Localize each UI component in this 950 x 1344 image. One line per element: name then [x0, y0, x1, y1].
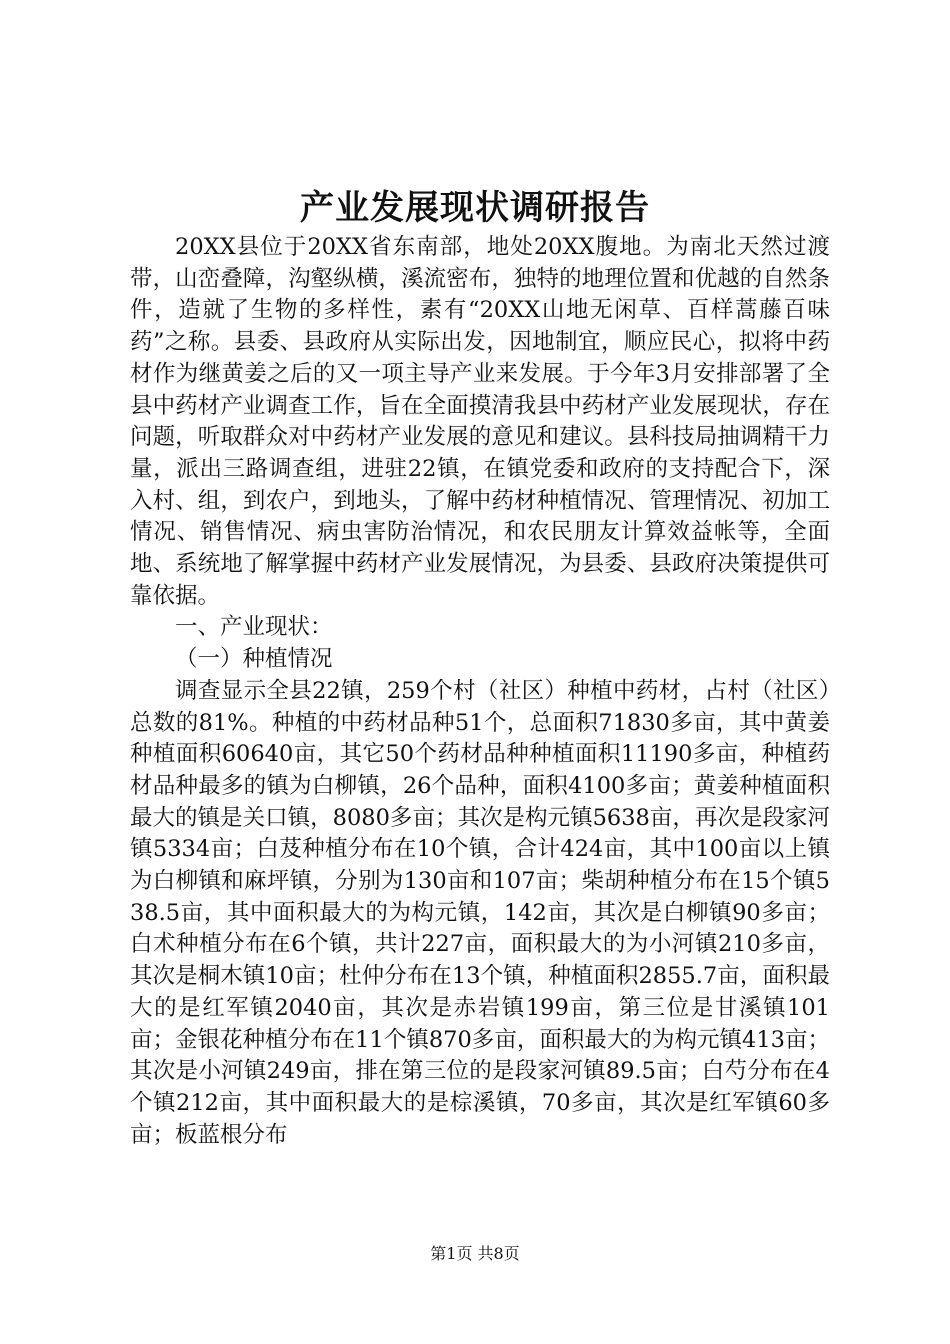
section-heading: 一、产业现状： — [175, 614, 333, 641]
subsection-heading: （一）种植情况 — [175, 646, 333, 673]
planting-paragraph: 调查显示全县22镇，259个村（社区）种植中药材，占村（社区）总数的81%。种植的中药材品种51个，总面积71830多亩，其中黄姜种植面积60640亩，其它50个药材品种种植面积11190多亩，种植药材品种最多的镇为白柳镇，26个品种，面积4100多亩；黄姜种植面积最大的镇是关口镇，8080多亩；其次是构元镇5638亩，再次是段家河镇5334亩；白芨种植分布在10个镇，合计424亩，其中100亩以上镇为白柳镇和麻坪镇，分别为130亩和107亩；柴胡种植分布在15个镇538.5亩，其中面积最大的为构元镇，142亩，其次是白柳镇90多亩；白术种植分布在6个镇，共计227亩，面积最大的为小河镇210多亩，其次是桐木镇10亩；杜仲分布在13个镇，种植面积2855.7亩，面积最大的是红军镇2040亩，其次是赤岩镇199亩，第三位是甘溪镇101亩；金银花种植分布在11个镇870多亩，面积最大的为构元镇413亩；其次是小河镇249亩，排在第三位的是段家河镇89.5亩；白芍分布在4个镇212亩，其中面积最大的是棕溪镇，70多亩，其次是红军镇60多亩；板蓝根分布 — [130, 677, 830, 1148]
document-title: 产业发展现状调研报告 — [300, 188, 650, 228]
intro-paragraph: 20XX县位于20XX省东南部，地处20XX腹地。为南北天然过渡带，山峦叠障，沟壑纵横，溪流密布，独特的地理位置和优越的自然条件，造就了生物的多样性，素有“20XX山地无闲草、百样蒿藤百味药”之称。县委、县政府从实际出发，因地制宜，顺应民心，拟将中药材作为继黄姜之后的又一项主导产业来发展。于今年3月安排部署了全县中药材产业调查工作，旨在全面摸清我县中药材产业发展现状，存在问题，听取群众对中药材产业发展的意见和建议。县科技局抽调精干力量，派出三路调查组，进驻22镇，在镇党委和政府的支持配合下，深入村、组，到农户，到地头，了解中药材种植情况、管理情况、初加工情况、销售情况、病虫害防治情况，和农民朋友计算效益帐等，全面地、系统地了解掌握中药材产业发展情况，为县委、县政府决策提供可靠依据。 — [130, 234, 830, 609]
page-number: 第1页 共8页 — [430, 1244, 520, 1263]
document-body — [130, 232, 830, 1151]
